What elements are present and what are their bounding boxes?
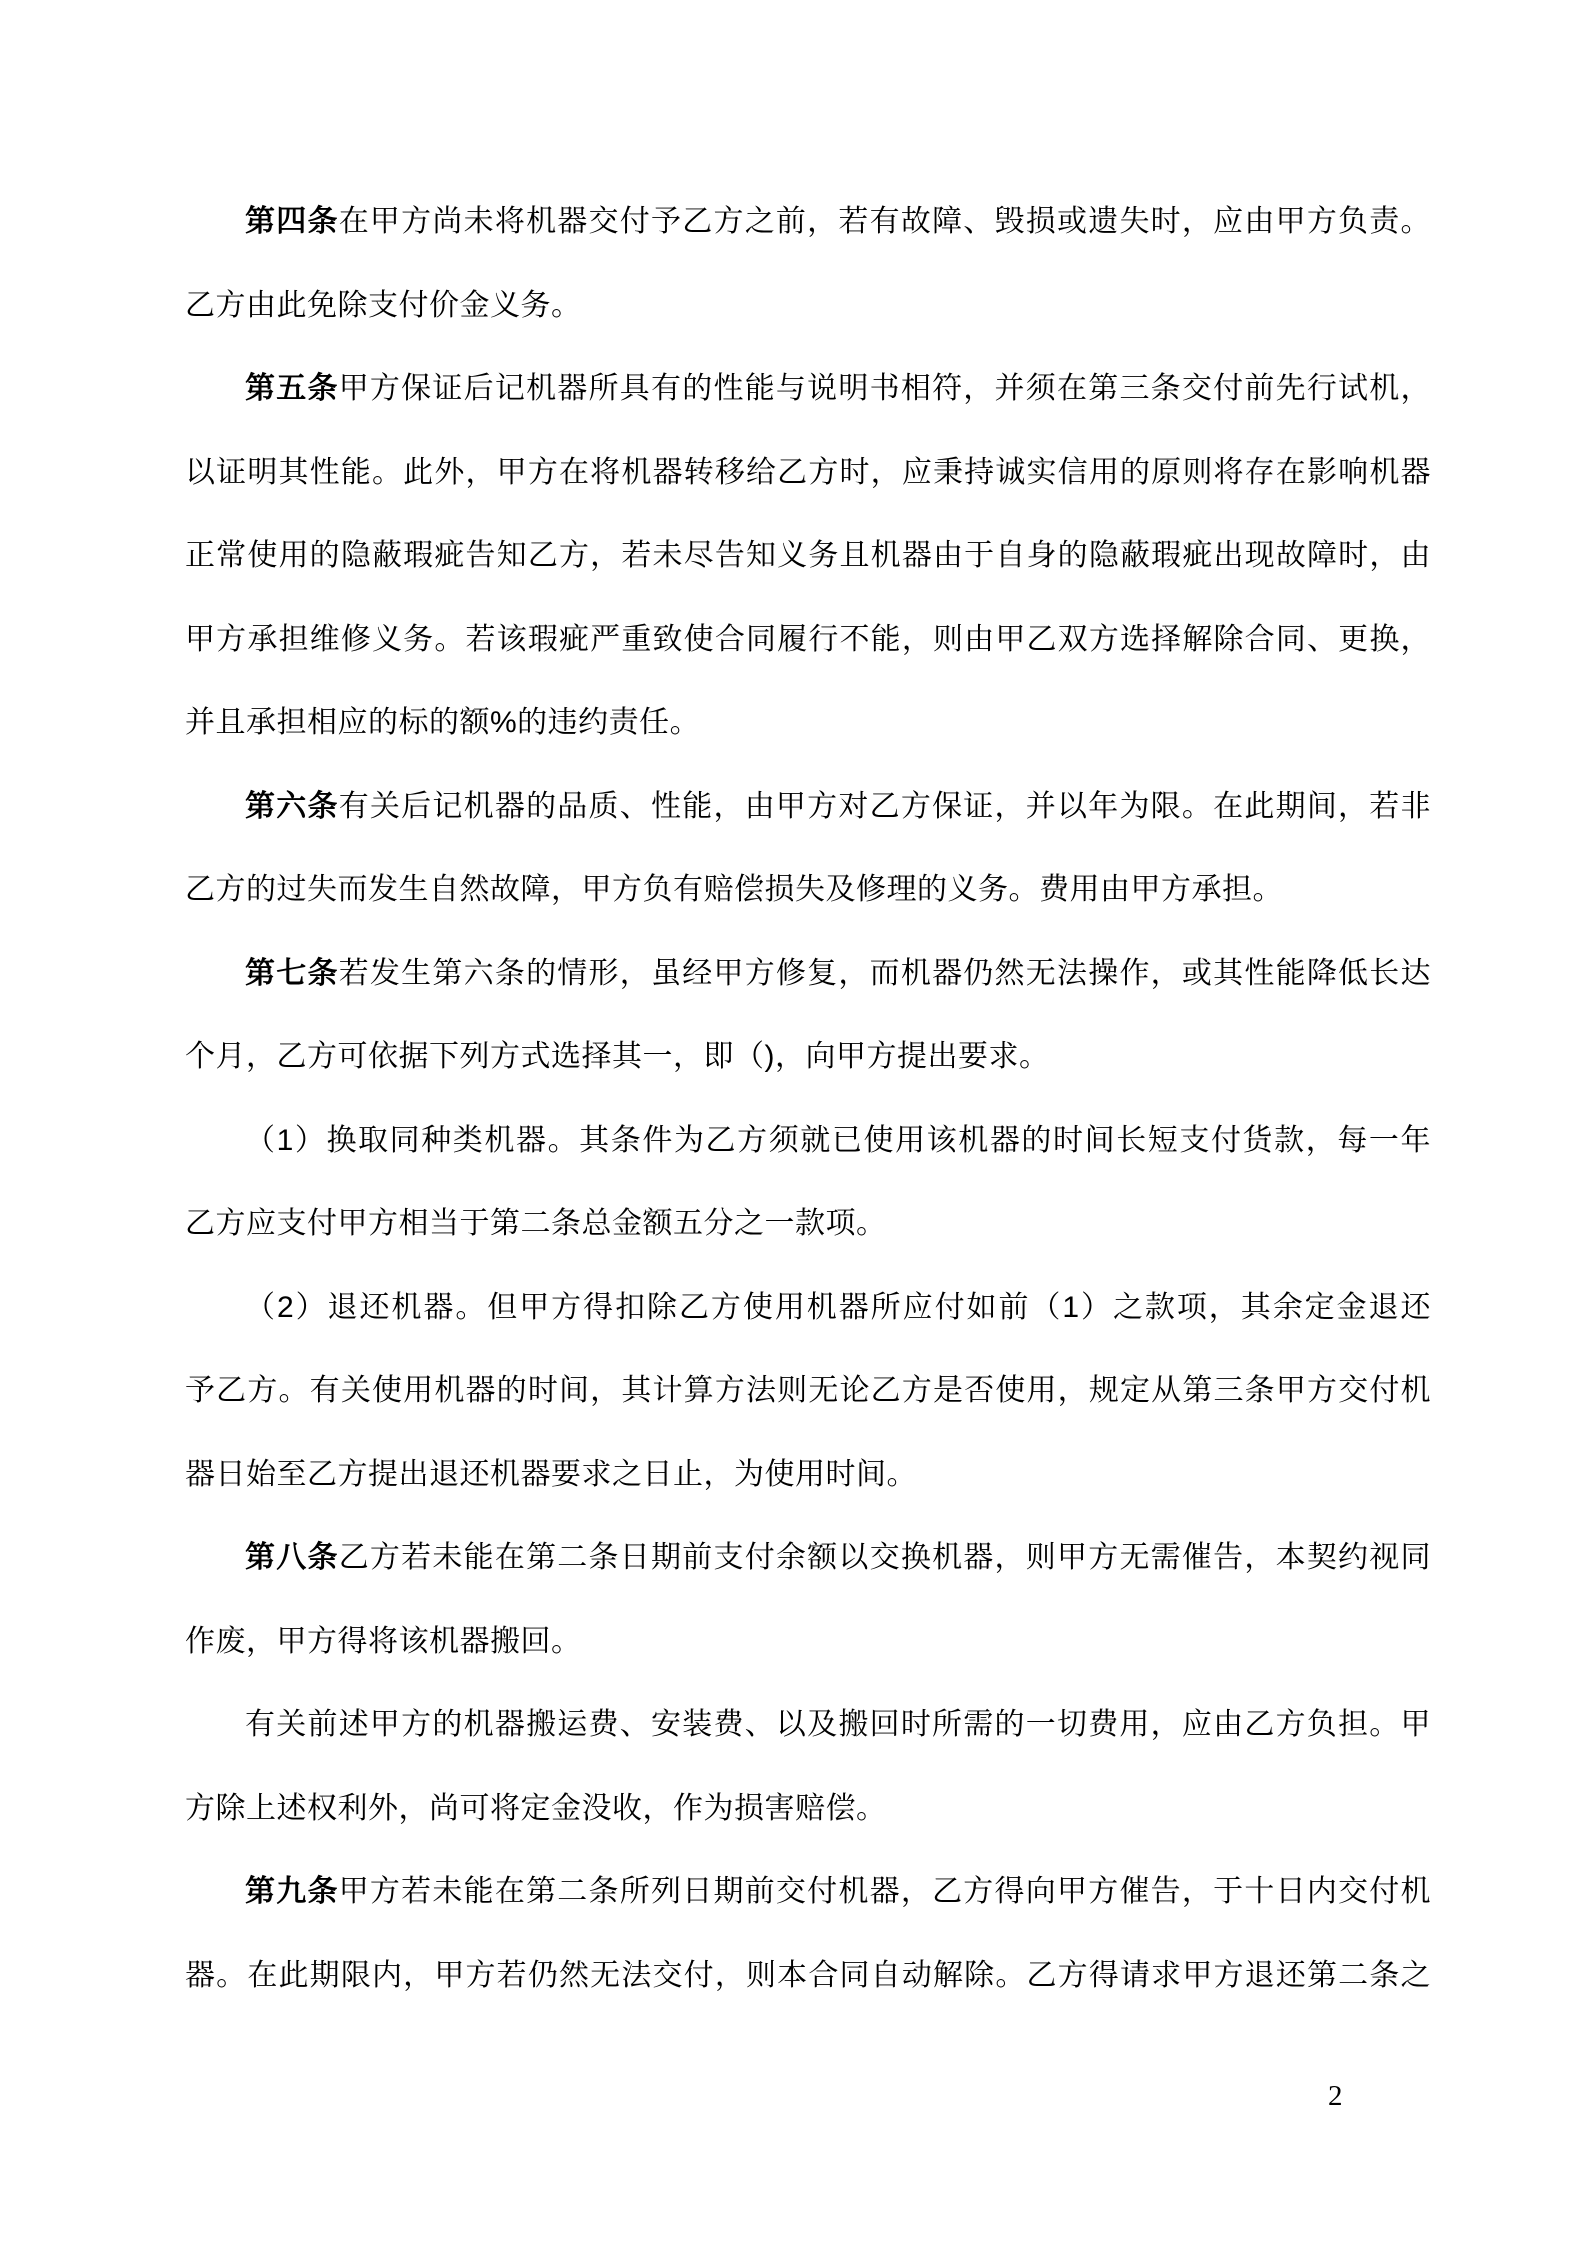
article-5-label: 第五条 [245, 372, 339, 405]
article-4-line-2: 乙方由此免除支付价金义务。 [185, 288, 582, 322]
article-6-line-1 [185, 765, 1431, 849]
article-5-line-3: 正常使用的隐蔽瑕疵告知乙方，若未尽告知义务且机器由于自身的隐蔽瑕疵出现故障时，由 [185, 539, 1431, 572]
option-1-line-2: 乙方应支付甲方相当于第二条总金额五分之一款项。 [185, 1207, 887, 1240]
article-5-line-5: 并且承担相应的标的额%的违约责任。 [185, 706, 701, 739]
article-7-line-1 [185, 932, 1431, 1016]
text-line: 若发生第六条的情形，虽经甲方修复，而机器仍然无法操作，或其性能降低长达 [338, 956, 1431, 990]
option-1-line-1: （1）换取同种类机器。其条件为乙方须就已使用该机器的时间长短支付货款，每一年 [245, 1123, 1431, 1157]
contract-page-body [185, 180, 1431, 2017]
page-number: 2 [1328, 2080, 1343, 2112]
article-6-label: 第六条 [245, 789, 339, 823]
text-line: 在甲方尚未将机器交付予乙方之前，若有故障、毁损或遗失时，应由甲方负责。 [338, 205, 1431, 238]
article-8-line-1 [185, 1516, 1431, 1600]
text-line: 甲方若未能在第二条所列日期前交付机器，乙方得向甲方催告，于十日内交付机 [338, 1875, 1431, 1908]
text-line: 乙方若未能在第二条日期前支付余额以交换机器，则甲方无需催告，本契约视同 [338, 1541, 1431, 1574]
article-8-costs-line-1: 有关前述甲方的机器搬运费、安装费、以及搬回时所需的一切费用，应由乙方负担。甲 [245, 1708, 1431, 1741]
article-8-costs-line-2: 方除上述权利外，尚可将定金没收，作为损害赔偿。 [185, 1791, 887, 1825]
option-2-line-3: 器日始至乙方提出退还机器要求之日止，为使用时间。 [185, 1457, 917, 1491]
option-2-line-2: 予乙方。有关使用机器的时间，其计算方法则无论乙方是否使用，规定从第三条甲方交付机 [185, 1374, 1431, 1407]
article-9-line-2: 器。在此期限内，甲方若仍然无法交付，则本合同自动解除。乙方得请求甲方退还第二条之 [185, 1958, 1431, 1992]
article-5-line-2: 以证明其性能。此外，甲方在将机器转移给乙方时，应秉持诚实信用的原则将存在影响机器 [185, 455, 1431, 489]
article-5-line-1 [185, 347, 1431, 431]
article-8-label: 第八条 [245, 1541, 339, 1574]
option-2-line-1: （2）退还机器。但甲方得扣除乙方使用机器所应付如前（1）之款项，其余定金退还 [245, 1290, 1431, 1324]
text-line: 甲方保证后记机器所具有的性能与说明书相符，并须在第三条交付前先行试机， [338, 372, 1431, 405]
article-4-line-1 [185, 180, 1431, 264]
article-9-label: 第九条 [245, 1875, 339, 1908]
article-8-line-2: 作废，甲方得将该机器搬回。 [185, 1624, 582, 1658]
article-5-line-4: 甲方承担维修义务。若该瑕疵严重致使合同履行不能，则由甲乙双方选择解除合同、更换， [185, 622, 1431, 656]
article-7-line-2: 个月，乙方可依据下列方式选择其一，即（)，向甲方提出要求。 [185, 1040, 1050, 1073]
text-line: 有关后记机器的品质、性能，由甲方对乙方保证，并以年为限。在此期间，若非 [338, 789, 1431, 823]
article-6-line-2: 乙方的过失而发生自然故障，甲方负有赔偿损失及修理的义务。费用由甲方承担。 [185, 873, 1283, 906]
article-7-label: 第七条 [245, 956, 339, 990]
article-4-label: 第四条 [245, 205, 339, 238]
article-9-line-1 [185, 1850, 1431, 1934]
